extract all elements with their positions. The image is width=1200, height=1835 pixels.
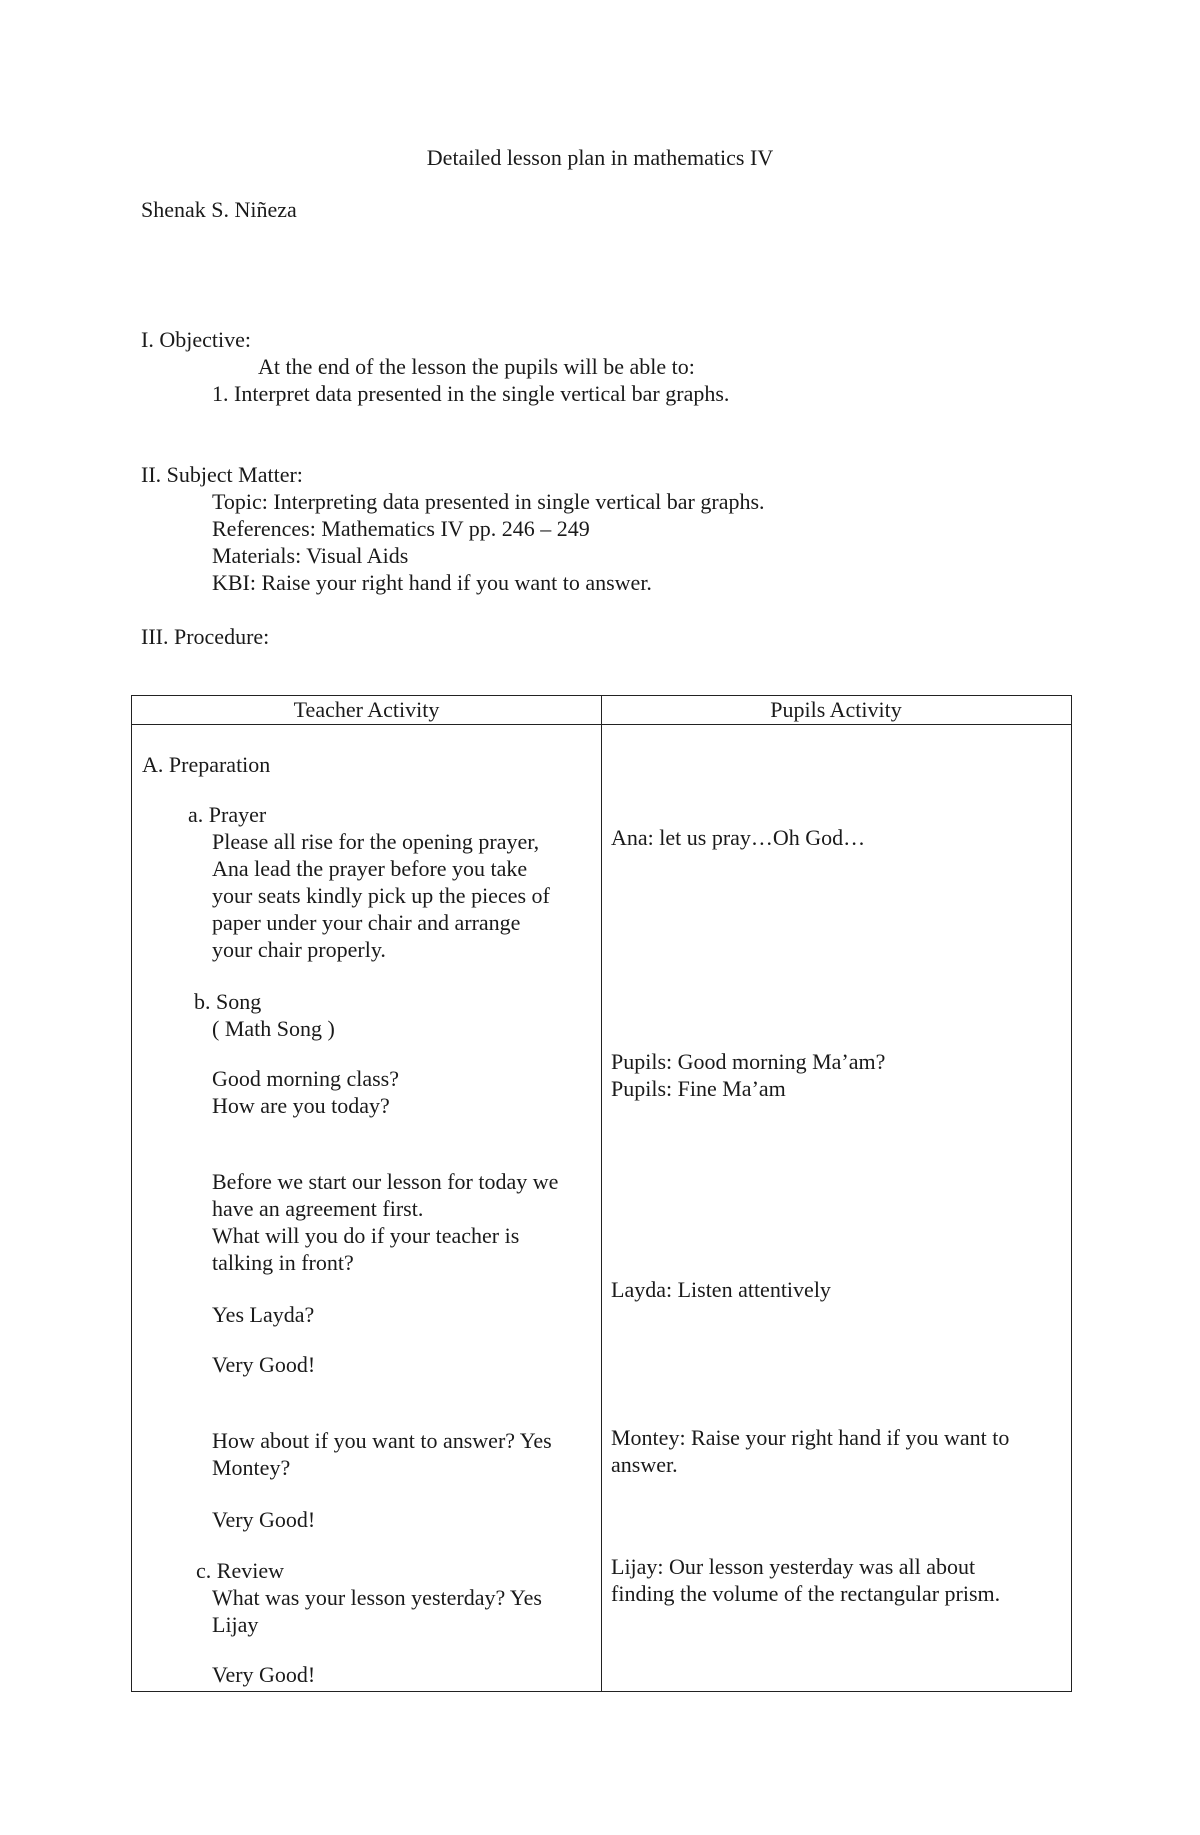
yes-layda: Yes Layda? bbox=[212, 1302, 315, 1327]
pupils-greeting-line: Pupils: Fine Ma’am bbox=[611, 1076, 786, 1101]
greeting-line: How are you today? bbox=[212, 1093, 390, 1118]
author-name: Shenak S. Niñeza bbox=[141, 197, 297, 222]
montey-response-line: Montey: Raise your right hand if you want to bbox=[611, 1425, 1010, 1450]
document-title: Detailed lesson plan in mathematics IV bbox=[426, 145, 774, 170]
lijay-response-line: finding the volume of the rectangular prism. bbox=[611, 1581, 1001, 1606]
prayer-line: Ana lead the prayer before you take bbox=[212, 856, 528, 881]
song-label: b. Song bbox=[194, 989, 262, 1014]
prayer-line: your seats kindly pick up the pieces of bbox=[212, 883, 550, 908]
prayer-response: Ana: let us pray…Oh God… bbox=[611, 825, 866, 850]
pupils-activity-header: Pupils Activity bbox=[770, 697, 902, 722]
column-divider bbox=[601, 696, 602, 1691]
layda-response: Layda: Listen attentively bbox=[611, 1277, 831, 1302]
very-good: Very Good! bbox=[212, 1507, 316, 1532]
prayer-label: a. Prayer bbox=[188, 802, 267, 827]
teacher-activity-header: Teacher Activity bbox=[293, 697, 440, 722]
review-label: c. Review bbox=[196, 1558, 284, 1583]
subject-materials: Materials: Visual Aids bbox=[212, 543, 409, 568]
review-line: What was your lesson yesterday? Yes bbox=[212, 1585, 542, 1610]
montey-response-line: answer. bbox=[611, 1452, 678, 1477]
greeting-line: Good morning class? bbox=[212, 1066, 399, 1091]
review-line: Lijay bbox=[212, 1612, 259, 1637]
procedure-heading: III. Procedure: bbox=[141, 624, 270, 649]
subject-matter-heading: II. Subject Matter: bbox=[141, 462, 303, 487]
song-title: ( Math Song ) bbox=[212, 1016, 335, 1041]
answer-line: Montey? bbox=[212, 1455, 291, 1480]
agreement-line: Before we start our lesson for today we bbox=[212, 1169, 559, 1194]
objective-item: 1. Interpret data presented in the single vertical bar graphs. bbox=[212, 381, 730, 406]
preparation-heading: A. Preparation bbox=[142, 752, 271, 777]
subject-kbi: KBI: Raise your right hand if you want to answer. bbox=[212, 570, 652, 595]
very-good: Very Good! bbox=[212, 1662, 316, 1687]
prayer-line: your chair properly. bbox=[212, 937, 386, 962]
very-good: Very Good! bbox=[212, 1352, 316, 1377]
pupils-greeting-line: Pupils: Good morning Ma’am? bbox=[611, 1049, 886, 1074]
agreement-line: have an agreement first. bbox=[212, 1196, 424, 1221]
objective-heading: I. Objective: bbox=[141, 327, 251, 352]
prayer-line: Please all rise for the opening prayer, bbox=[212, 829, 540, 854]
prayer-line: paper under your chair and arrange bbox=[212, 910, 521, 935]
subject-references: References: Mathematics IV pp. 246 – 249 bbox=[212, 516, 590, 541]
header-divider bbox=[132, 724, 1071, 725]
agreement-line: What will you do if your teacher is bbox=[212, 1223, 520, 1248]
answer-line: How about if you want to answer? Yes bbox=[212, 1428, 552, 1453]
procedure-table bbox=[131, 695, 1072, 1692]
lijay-response-line: Lijay: Our lesson yesterday was all about bbox=[611, 1554, 976, 1579]
agreement-line: talking in front? bbox=[212, 1250, 354, 1275]
objective-intro: At the end of the lesson the pupils will be able to: bbox=[258, 354, 695, 379]
subject-topic: Topic: Interpreting data presented in single vertical bar graphs. bbox=[212, 489, 765, 514]
